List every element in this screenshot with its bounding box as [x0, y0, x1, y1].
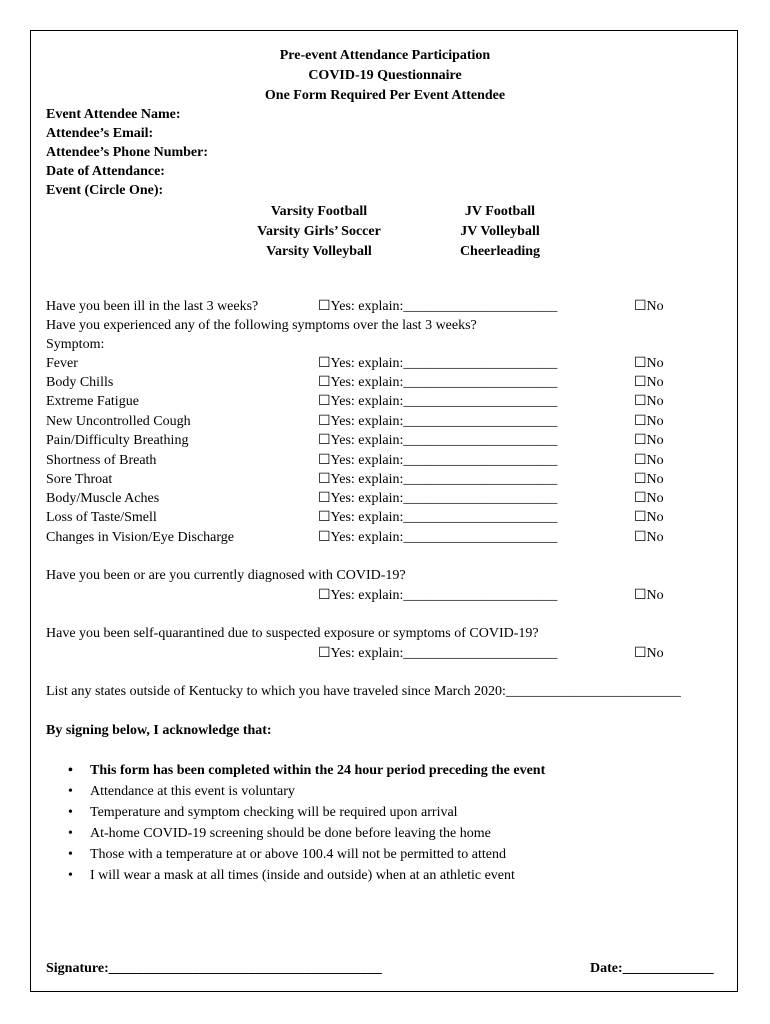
- diagnosed-no-checkbox[interactable]: ☐No: [634, 588, 664, 603]
- symptom-label: Body Chills: [46, 375, 114, 390]
- list-item: • Attendance at this event is voluntary: [66, 781, 545, 802]
- quarantine-question: Have you been self-quarantined due to suspected exposure or symptoms of COVID-19?: [46, 626, 539, 641]
- attendee-phone-label: Attendee’s Phone Number:: [46, 145, 209, 160]
- symptom-no-checkbox[interactable]: ☐No: [634, 530, 664, 545]
- symptom-no-checkbox[interactable]: ☐No: [634, 491, 664, 506]
- event-option-jv-football[interactable]: JV Football: [464, 204, 536, 219]
- event-option-varsity-football[interactable]: Varsity Football: [270, 204, 368, 219]
- event-circle-label: Event (Circle One):: [46, 183, 164, 198]
- symptom-yes-explain-field[interactable]: ☐Yes: explain:______________________: [318, 375, 558, 390]
- diagnosed-question: Have you been or are you currently diagnosed with COVID-19?: [46, 568, 406, 583]
- symptom-label: Body/Muscle Aches: [46, 491, 160, 506]
- ill-question: Have you been ill in the last 3 weeks?: [46, 299, 259, 314]
- event-option-cheerleading[interactable]: Cheerleading: [459, 244, 541, 259]
- acknowledgement-list: [66, 760, 545, 886]
- acknowledge-header: By signing below, I acknowledge that:: [46, 723, 272, 738]
- symptom-label: Sore Throat: [46, 472, 113, 487]
- event-option-jv-volleyball[interactable]: JV Volleyball: [460, 224, 540, 239]
- attendee-email-label: Attendee’s Email:: [46, 126, 154, 141]
- form-title-line1: Pre-event Attendance Participation: [279, 48, 491, 63]
- symptom-yes-explain-field[interactable]: ☐Yes: explain:______________________: [318, 510, 558, 525]
- list-item: • Those with a temperature at or above 100.4 will not be permitted to attend: [66, 844, 545, 865]
- diagnosed-yes-explain-field[interactable]: ☐Yes: explain:______________________: [318, 588, 558, 603]
- quarantine-yes-explain-field[interactable]: ☐Yes: explain:______________________: [318, 646, 558, 661]
- quarantine-no-checkbox[interactable]: ☐No: [634, 646, 664, 661]
- attendance-date-label: Date of Attendance:: [46, 164, 165, 179]
- event-option-varsity-volleyball[interactable]: Varsity Volleyball: [266, 244, 372, 259]
- list-item: • I will wear a mask at all times (inside and outside) when at an athletic event: [66, 865, 545, 886]
- symptom-no-checkbox[interactable]: ☐No: [634, 433, 664, 448]
- symptom-label: Pain/Difficulty Breathing: [46, 433, 189, 448]
- symptom-label: New Uncontrolled Cough: [46, 414, 191, 429]
- form-title-line2: COVID-19 Questionnaire: [308, 68, 462, 83]
- ill-no-checkbox[interactable]: ☐No: [634, 299, 664, 314]
- symptom-no-checkbox[interactable]: ☐No: [634, 414, 664, 429]
- list-item: • Temperature and symptom checking will be required upon arrival: [66, 802, 545, 823]
- symptom-label: Loss of Taste/Smell: [46, 510, 157, 525]
- list-item: • This form has been completed within the 24 hour period preceding the event: [66, 760, 545, 781]
- symptom-yes-explain-field[interactable]: ☐Yes: explain:______________________: [318, 491, 558, 506]
- symptom-header: Symptom:: [46, 337, 105, 352]
- symptom-yes-explain-field[interactable]: ☐Yes: explain:______________________: [318, 472, 558, 487]
- symptom-no-checkbox[interactable]: ☐No: [634, 375, 664, 390]
- ill-yes-explain-field[interactable]: ☐Yes: explain:______________________: [318, 299, 558, 314]
- symptom-yes-explain-field[interactable]: ☐Yes: explain:______________________: [318, 414, 558, 429]
- symptom-no-checkbox[interactable]: ☐No: [634, 394, 664, 409]
- attendee-name-label: Event Attendee Name:: [46, 107, 181, 122]
- symptom-label: Extreme Fatigue: [46, 394, 139, 409]
- symptom-label: Shortness of Breath: [46, 453, 157, 468]
- form-title-line3: One Form Required Per Event Attendee: [264, 88, 506, 103]
- symptom-label: Changes in Vision/Eye Discharge: [46, 530, 235, 545]
- date-field[interactable]: Date:_____________: [590, 961, 714, 976]
- symptom-yes-explain-field[interactable]: ☐Yes: explain:______________________: [318, 356, 558, 371]
- symptom-yes-explain-field[interactable]: ☐Yes: explain:______________________: [318, 433, 558, 448]
- symptom-yes-explain-field[interactable]: ☐Yes: explain:______________________: [318, 530, 558, 545]
- symptom-label: Fever: [46, 356, 78, 371]
- symptom-no-checkbox[interactable]: ☐No: [634, 453, 664, 468]
- event-option-varsity-girls-soccer[interactable]: Varsity Girls’ Soccer: [257, 224, 381, 239]
- symptom-no-checkbox[interactable]: ☐No: [634, 472, 664, 487]
- list-item: • At-home COVID-19 screening should be done before leaving the home: [66, 823, 545, 844]
- symptom-no-checkbox[interactable]: ☐No: [634, 510, 664, 525]
- symptom-yes-explain-field[interactable]: ☐Yes: explain:______________________: [318, 394, 558, 409]
- symptom-yes-explain-field[interactable]: ☐Yes: explain:______________________: [318, 453, 558, 468]
- symptom-no-checkbox[interactable]: ☐No: [634, 356, 664, 371]
- travel-question-field[interactable]: List any states outside of Kentucky to which you have traveled since March 2020:_________________________: [46, 684, 681, 699]
- symptoms-question: Have you experienced any of the following symptoms over the last 3 weeks?: [46, 318, 477, 333]
- signature-field[interactable]: Signature:_______________________________________: [46, 961, 382, 976]
